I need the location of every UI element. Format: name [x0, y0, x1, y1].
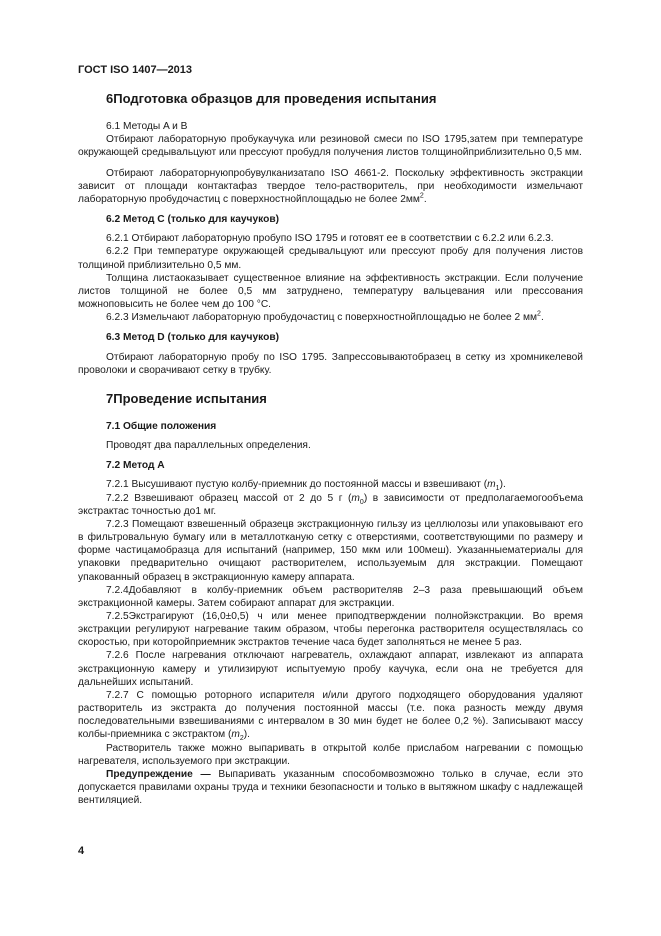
- section-6-title: 6Подготовка образцов для проведения испытания: [106, 91, 437, 106]
- paragraph-6-3: Отбирают лабораторную пробу по ISO 1795. Запрессовываютобразец в сетку из хромникелевой проволоки и сворачивают сетку в трубку.: [78, 351, 583, 376]
- paragraph-7-2-2: 7.2.2 Взвешивают образец массой от 2 до 5 г $(m_0)$ в зависимости от предполагаемогообъема экстрактас точностью до1 мг.: [78, 492, 584, 517]
- paragraph-7-2-7-b: Растворитель также можно выпаривать в открытой колбе прислабом нагревании с помощью нагревателя, используемого при экстракции.: [78, 742, 583, 767]
- subsection-6-3-title: 6.3 Метод D (только для каучуков): [106, 332, 279, 344]
- subsection-6-1-title: 6.1 Методы A и B: [106, 121, 188, 133]
- paragraph-7-2-6: 7.2.6 После нагревания отключают нагреватель, охлаждают аппарат, извлекают из аппарата экстракционную камеру и утилизируют испытуемую пробу каучука, если она не требуется для дальнейших испытаний.: [78, 650, 583, 688]
- paragraph-7-2-7: 7.2.7 С помощью роторного испарителя и/или другого подходящего оборудования удаляют растворитель из экстракта до получения постоянной массы (т.е. пока разность между двумя последовательными взвешиваниями с интервалом в 30 мин будет не более 0,2 %). Записывают массу колбы-приемника с экстрактом $(m_2)$.: [78, 689, 583, 743]
- section-7-title: 7Проведение испытания: [106, 390, 267, 406]
- warning-note: [78, 768, 583, 807]
- warning-text: Выпаривать указанным способомвозможно только в случае, если это допускается правилами охраны труда и техники безопасности и только в вытяжном шкафу с надлежащей вентиляцией.: [78, 768, 583, 807]
- paragraph-7-2-3: 7.2.3 Помещают взвешенный образецв экстракционную гильзу из целлюлозы или упаковывают его в фильтровальную бумагу или в металлоткaную сетку с отверстиями, соответствующими по размеру и форме частицамобразца для испытаний (например, 150 мкм или 100меш). Указанныематериалы для упаковки предварительно очищают растворителем, используемым для экстракции. Помещают упакованный образец в экстракционную камеру аппарата.: [78, 518, 583, 583]
- page-number: 4: [78, 845, 85, 857]
- warning-label: Предупреждение —: [106, 768, 211, 780]
- paragraph-7-2-4: 7.2.4Добавляют в колбу-приемник объем растворителяв 2–3 раза превышающий объем экстракционной камеры. Затем собирают аппарат для экстракции.: [78, 584, 583, 609]
- paragraph-6-2-1: 6.2.1 Отбирают лабораторную пробупо ISO 1795 и готовят ее в соответствии с 6.2.2 или 6.2.3.: [106, 233, 554, 245]
- paragraph-7-2-1: 7.2.1 Высушивают пустую колбу-приемник до постоянной массы и взвешивают $(m_1)$.: [106, 479, 506, 493]
- paragraph-7-2-5: 7.2.5Экстрагируют (16,0±0,5) ч или менее приподтверждении полнойэкстракции. Во время экстракции регулируют нагревание таким образом, чтобы перегонка растворителя осуществлялась со скоростью, при которойприемник экстрактов течение часа будет заполняться не менее 5 раз.: [78, 611, 583, 649]
- subsection-6-2-title: 6.2 Метод C (только для каучуков): [106, 214, 279, 226]
- paragraph-6-1-a: Отбирают лабораторную пробукаучука или резиновой смеси по ISO 1795,затем при температуре окружающей средывальцуют или прессуют пробудля получения листов толщинойприблизительно 0,5 мм.: [78, 134, 583, 159]
- subsection-7-1-title: 7.1 Общие положения: [106, 420, 217, 432]
- paragraph-6-2-2-b: Толщина листаоказывает существенное влияние на эффективность экстракции. Если получение листов толщиной не более 0,5 мм затруднено, температуру вальцевания или прессования можноповысить не более чем до 100 °С.: [78, 272, 583, 311]
- paragraph-6-1-b: Отбирают лабораторнуюпробувулканизатапо ISO 4661-2. Поскольку эффективность экстракции зависит от площади контактафаз твердое тело-растворитель, при необходимости измельчают лабораторную пробудочастиц с поверхностнойплощадью не более $2мм^2$.: [78, 167, 583, 205]
- subsection-7-2-title: 7.2 Метод A: [106, 460, 165, 472]
- paragraph-6-2-2: 6.2.2 При температуре окружающей средывальцуют или прессуют пробу для получения листов толщиной приблизительно 0,5 мм.: [78, 246, 583, 271]
- document-body: [78, 90, 583, 807]
- document-header: ГОСТ ISO 1407—2013: [78, 64, 193, 76]
- paragraph-6-2-3: 6.2.3 Измельчают лабораторную пробудочастиц с поверхностнойплощадью не более 2 $мм^2$.: [106, 310, 544, 324]
- paragraph-7-1: Проводят два параллельных определения.: [106, 440, 311, 452]
